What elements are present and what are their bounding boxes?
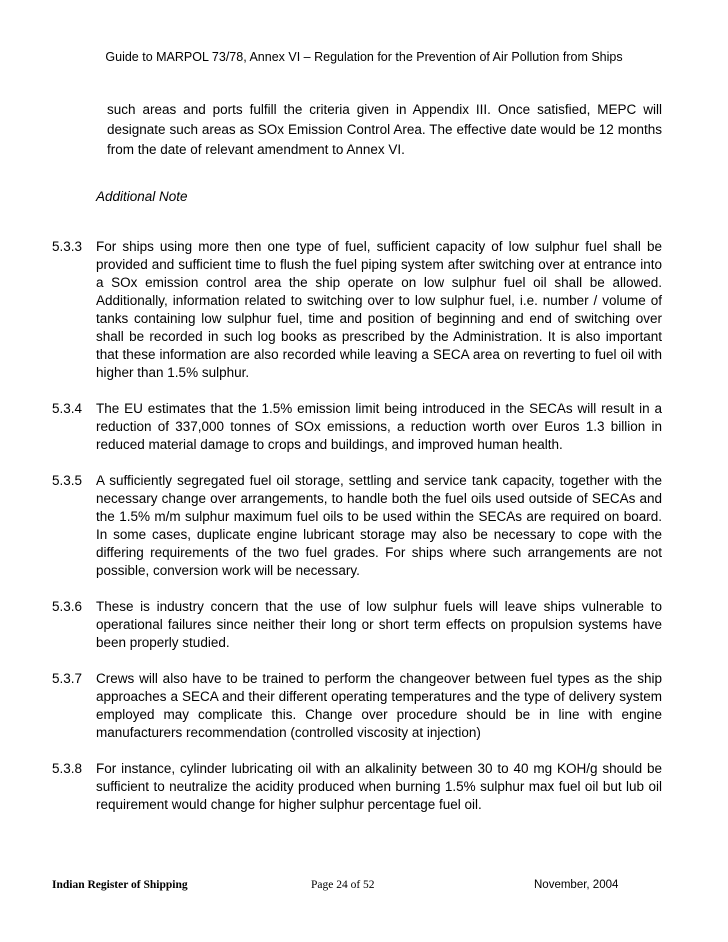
section-text: Crews will also have to be trained to perform the changeover between fuel types as the ship approaches a SECA and their different operating temperatures and the type of delivery system employed may complicate this. Change over procedure should be in line with engine manufacturers recommendation (controlled viscosity at injection) [96,671,662,740]
additional-note-heading: Additional Note [96,189,188,204]
section-number: 5.3.6 [52,599,83,614]
footer-page-number: Page 24 of 52 [311,879,375,891]
page-header: Guide to MARPOL 73/78, Annex VI – Regulation for the Prevention of Air Pollution from Ships [105,50,623,64]
section-number: 5.3.3 [52,239,83,254]
section-5-3-8 [52,760,662,814]
continuation-paragraph: such areas and ports fulfill the criteria given in Appendix III. Once satisfied, MEPC will designate such areas as SOx Emission Control Area. The effective date would be 12 months from the date of relevant amendment to Annex VI. [107,102,662,157]
footer-date: November, 2004 [534,879,619,891]
section-text: These is industry concern that the use of low sulphur fuels will leave ships vulnerable to operational failures since neither their long or short term effects on propulsion systems have been properly studied. [96,599,662,650]
section-text: A sufficiently segregated fuel oil storage, settling and service tank capacity, together with the necessary change over arrangements, to handle both the fuel oils used outside of SECAs and the 1.5% m/m sulphur maximum fuel oils to be used within the SECAs are required on board. In some cases, duplicate engine lubricant storage may also be necessary to cope with the differing requirements of the two fuel grades. For ships where such arrangements are not possible, conversion work will be necessary. [96,473,662,578]
section-number: 5.3.7 [52,671,83,686]
section-text: For ships using more then one type of fuel, sufficient capacity of low sulphur fuel shall be provided and sufficient time to flush the fuel piping system after switching over at entrance into a SOx emission control area the ship operate on low sulphur fuel oil shall be allowed. Additionally, information related to switching over to low sulphur fuel, i.e. number / volume of tanks containing low sulphur fuel, time and position of beginning and end of switching over shall be recorded in such log books as prescribed by the Administration. It is also important that these information are also recorded while leaving a SECA area on reverting to fuel oil with higher than 1.5% sulphur. [96,239,662,380]
section-number: 5.3.5 [52,473,83,488]
footer-organization: Indian Register of Shipping [52,879,188,891]
page-footer [0,877,728,897]
section-number: 5.3.8 [52,761,83,776]
section-5-3-3 [52,238,662,382]
sections-list [52,238,662,832]
section-text: The EU estimates that the 1.5% emission limit being introduced in the SECAs will result in a reduction of 337,000 tonnes of SOx emissions, a reduction worth over Euros 1.3 billion in reduced material damage to crops and buildings, and improved human health. [96,401,662,452]
section-5-3-7 [52,670,662,742]
section-5-3-6 [52,598,662,652]
section-text: For instance, cylinder lubricating oil with an alkalinity between 30 to 40 mg KOH/g should be sufficient to neutralize the acidity produced when burning 1.5% sulphur max fuel oil but lub oil requirement would change for higher sulphur percentage fuel oil. [96,761,662,812]
section-5-3-4 [52,400,662,454]
section-5-3-5 [52,472,662,580]
section-number: 5.3.4 [52,401,83,416]
